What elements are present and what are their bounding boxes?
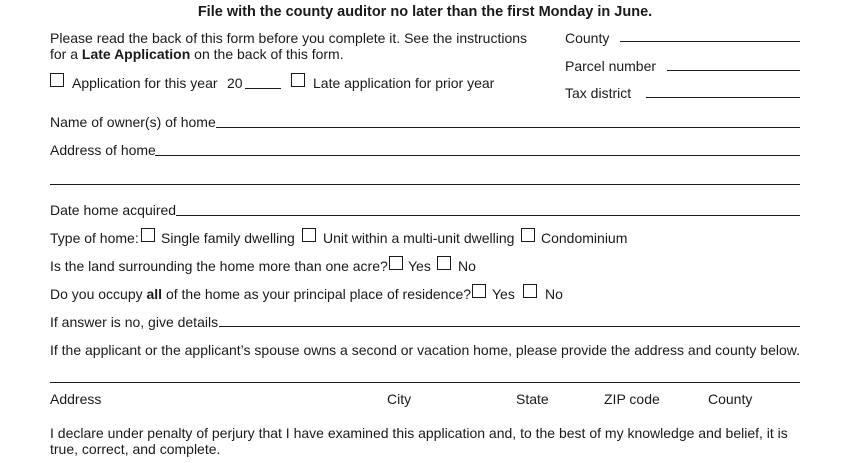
multi-unit-label: Unit within a multi-unit dwelling xyxy=(323,230,515,246)
type-of-home-label: Type of home: xyxy=(50,230,139,246)
parcel-number-input-line[interactable] xyxy=(667,70,800,71)
tax-district-input-line[interactable] xyxy=(646,97,800,98)
occupy-question-label xyxy=(50,286,471,302)
date-acquired-input-line[interactable] xyxy=(176,215,800,216)
land-yes-checkbox[interactable] xyxy=(389,256,403,270)
late-application-checkbox[interactable] xyxy=(291,73,305,87)
land-question-label: Is the land surrounding the home more than one acre? xyxy=(50,258,388,274)
single-family-checkbox[interactable] xyxy=(141,228,155,242)
occupy-no-checkbox[interactable] xyxy=(523,284,537,298)
application-this-year-label: Application for this year xyxy=(72,75,218,91)
occupy-no-label: No xyxy=(545,286,563,302)
late-application-label: Late application for prior year xyxy=(313,75,495,91)
intro-line-2 xyxy=(50,46,344,62)
county-label: County xyxy=(565,30,610,46)
second-home-note: If the applicant or the applicant’s spouse owns a second or vacation home, please provide the address and county below. xyxy=(50,342,800,358)
year-input-line[interactable] xyxy=(245,88,281,89)
intro-bold-late-application: Late Application xyxy=(81,46,191,62)
occupy-bold-all: all xyxy=(146,286,163,302)
condominium-label: Condominium xyxy=(541,230,628,246)
second-home-input-line[interactable] xyxy=(50,382,800,383)
details-input-line[interactable] xyxy=(219,326,800,327)
occupy-yes-label: Yes xyxy=(492,286,515,302)
home-address-input-line[interactable] xyxy=(155,155,800,156)
second-home-zip-column: ZIP code xyxy=(604,391,660,407)
declaration-line-1: I declare under penalty of perjury that I have examined this application and, to the best of my knowledge and belief, it is xyxy=(50,425,788,441)
home-address-label: Address of home xyxy=(50,142,156,158)
single-family-label: Single family dwelling xyxy=(161,230,295,246)
condominium-checkbox[interactable] xyxy=(521,228,535,242)
form-header: File with the county auditor no later than the first Monday in June. xyxy=(197,4,653,20)
home-address-input-line-2[interactable] xyxy=(50,184,800,185)
intro-prefix: for a xyxy=(50,46,82,62)
intro-suffix: on the back of this form. xyxy=(190,46,344,62)
land-no-checkbox[interactable] xyxy=(437,256,451,270)
date-acquired-label: Date home acquired xyxy=(50,202,177,218)
second-home-county-column: County xyxy=(708,391,753,407)
declaration-line-2: true, correct, and complete. xyxy=(50,441,221,457)
intro-line-1: Please read the back of this form before you complete it. See the instructions xyxy=(50,30,528,46)
county-input-line[interactable] xyxy=(620,41,800,42)
application-this-year-checkbox[interactable] xyxy=(50,73,64,87)
details-label: If answer is no, give details xyxy=(50,314,219,330)
land-no-label: No xyxy=(458,258,476,274)
second-home-state-column: State xyxy=(516,391,549,407)
occupy-prefix: Do you occupy xyxy=(50,286,147,302)
land-yes-label: Yes xyxy=(408,258,431,274)
owner-name-label: Name of owner(s) of home xyxy=(50,114,216,130)
second-home-city-column: City xyxy=(387,391,412,407)
occupy-suffix: of the home as your principal place of residence? xyxy=(162,286,472,302)
parcel-number-label: Parcel number xyxy=(565,58,657,74)
year-prefix: 20 xyxy=(227,75,243,91)
multi-unit-checkbox[interactable] xyxy=(302,228,316,242)
owner-name-input-line[interactable] xyxy=(216,127,800,128)
second-home-address-column: Address xyxy=(50,391,102,407)
occupy-yes-checkbox[interactable] xyxy=(472,284,486,298)
tax-district-label: Tax district xyxy=(565,85,632,101)
